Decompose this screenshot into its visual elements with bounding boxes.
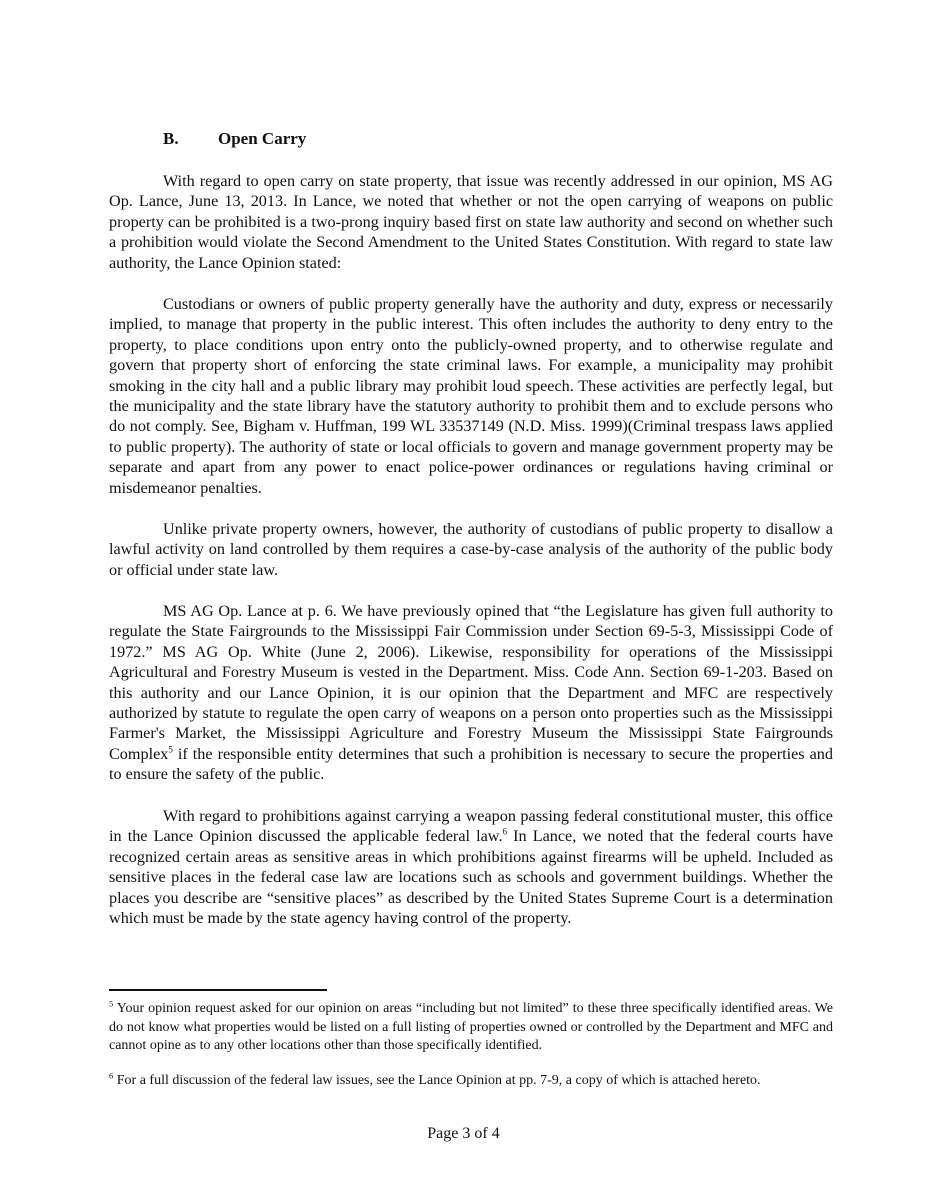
footnote-5 [109, 1000, 833, 1056]
paragraph-text: MS AG Op. Lance at p. 6. We have previously opined that “the Legislature has given full authority to regulate the State Fairgrounds to the Mississippi Fair Commission under Section 69-5-3, Mississippi Code of 1972.” MS AG Op. White (June 2, 2006). Likewise, responsibility for operations of the Mississippi Agricultural and Forestry Museum is vested in the Department. Miss. Code Ann. Section 69-1-203. Based on this authority and our Lance Opinion, it is our opinion that the Department and MFC are respectively authorized by statute to regulate the open carry of weapons on a person onto properties such as the Mississippi Farmer's Market, the Mississippi Agriculture and Forestry Museum the Mississippi State Fairgrounds Complex [109, 602, 833, 763]
footnote-number: 5 [109, 998, 114, 1009]
section-title: Open Carry [218, 129, 307, 148]
paragraph-federal-muster [109, 806, 833, 928]
footnote-number: 6 [109, 1070, 114, 1081]
paragraph-text: if the responsible entity determines that such a prohibition is necessary to secure the properties and to ensure the safety of the public. [109, 744, 833, 784]
paragraph-open-carry-intro: With regard to open carry on state property, that issue was recently addressed in our opinion, MS AG Op. Lance, June 13, 2013. In Lance, we noted that whether or not the open carrying of weapons on public property can be prohibited is a two-prong inquiry based first on state law authority and second on whether such a prohibition would violate the Second Amendment to the United States Constitution. With regard to state law authority, the Lance Opinion stated: [109, 172, 833, 272]
footnote-ref-6: 6 [502, 827, 507, 838]
footnote-text: For a full discussion of the federal law issues, see the Lance Opinion at pp. 7-9, a copy of which is attached hereto. [116, 1073, 761, 1088]
footnote-6 [109, 1072, 833, 1091]
section-number: B. [163, 129, 179, 148]
footnote-separator [109, 989, 327, 991]
paragraph-text: With regard to prohibitions against carrying a weapon passing federal constitutional muster, this office in the Lance Opinion discussed the applicable federal law. [109, 807, 833, 846]
paragraph-block-quote-custodians: Custodians or owners of public property generally have the authority and duty, express or necessarily implied, to manage that property in the public interest. This often includes the authority to deny entry to the property, to place conditions upon entry onto the publicly-owned property, and to otherwise regulate and govern that property short of enforcing the state criminal laws. For example, a municipality may prohibit smoking in the city hall and a public library may prohibit loud speech. These activities are perfectly legal, but the municipality and the state library have the statutory authority to prohibit them and to exclude persons who do not comply. See, Bigham v. Huffman, 199 WL 33537149 (N.D. Miss. 1999)(Criminal trespass laws applied to public property). The authority of state or local officials to govern and manage government property may be separate and apart from any power to enact police-power ordinances or regulations having criminal or misdemeanor penalties. [109, 295, 833, 497]
paragraph-text: In Lance, we noted that the federal courts have recognized certain areas as sensitive areas in which prohibitions against firearms will be upheld. Included as sensitive places in the federal case law are locations such as schools and government buildings. Whether the places you describe are “sensitive places” as described by the United States Supreme Court is a determination which must be made by the state agency having control of the property. [109, 827, 834, 928]
section-heading [163, 128, 306, 150]
paragraph-block-quote-unlike: Unlike private property owners, however, the authority of custodians of public property to disallow a lawful activity on land controlled by them requires a case-by-case analysis of the authority of the public body or official under state law. [109, 520, 833, 579]
page-number: Page 3 of 4 [427, 1125, 500, 1142]
paragraph-lance-authority [109, 601, 833, 785]
footnote-ref-5: 5 [168, 744, 173, 755]
footnote-text: Your opinion request asked for our opinion on areas “including but not limited” to these three specifically identified areas. We do not know what properties would be listed on a full listing of properties owned or controlled by the Department and MFC and cannot opine as to any other locations other than those specifically identified. [109, 1001, 834, 1053]
